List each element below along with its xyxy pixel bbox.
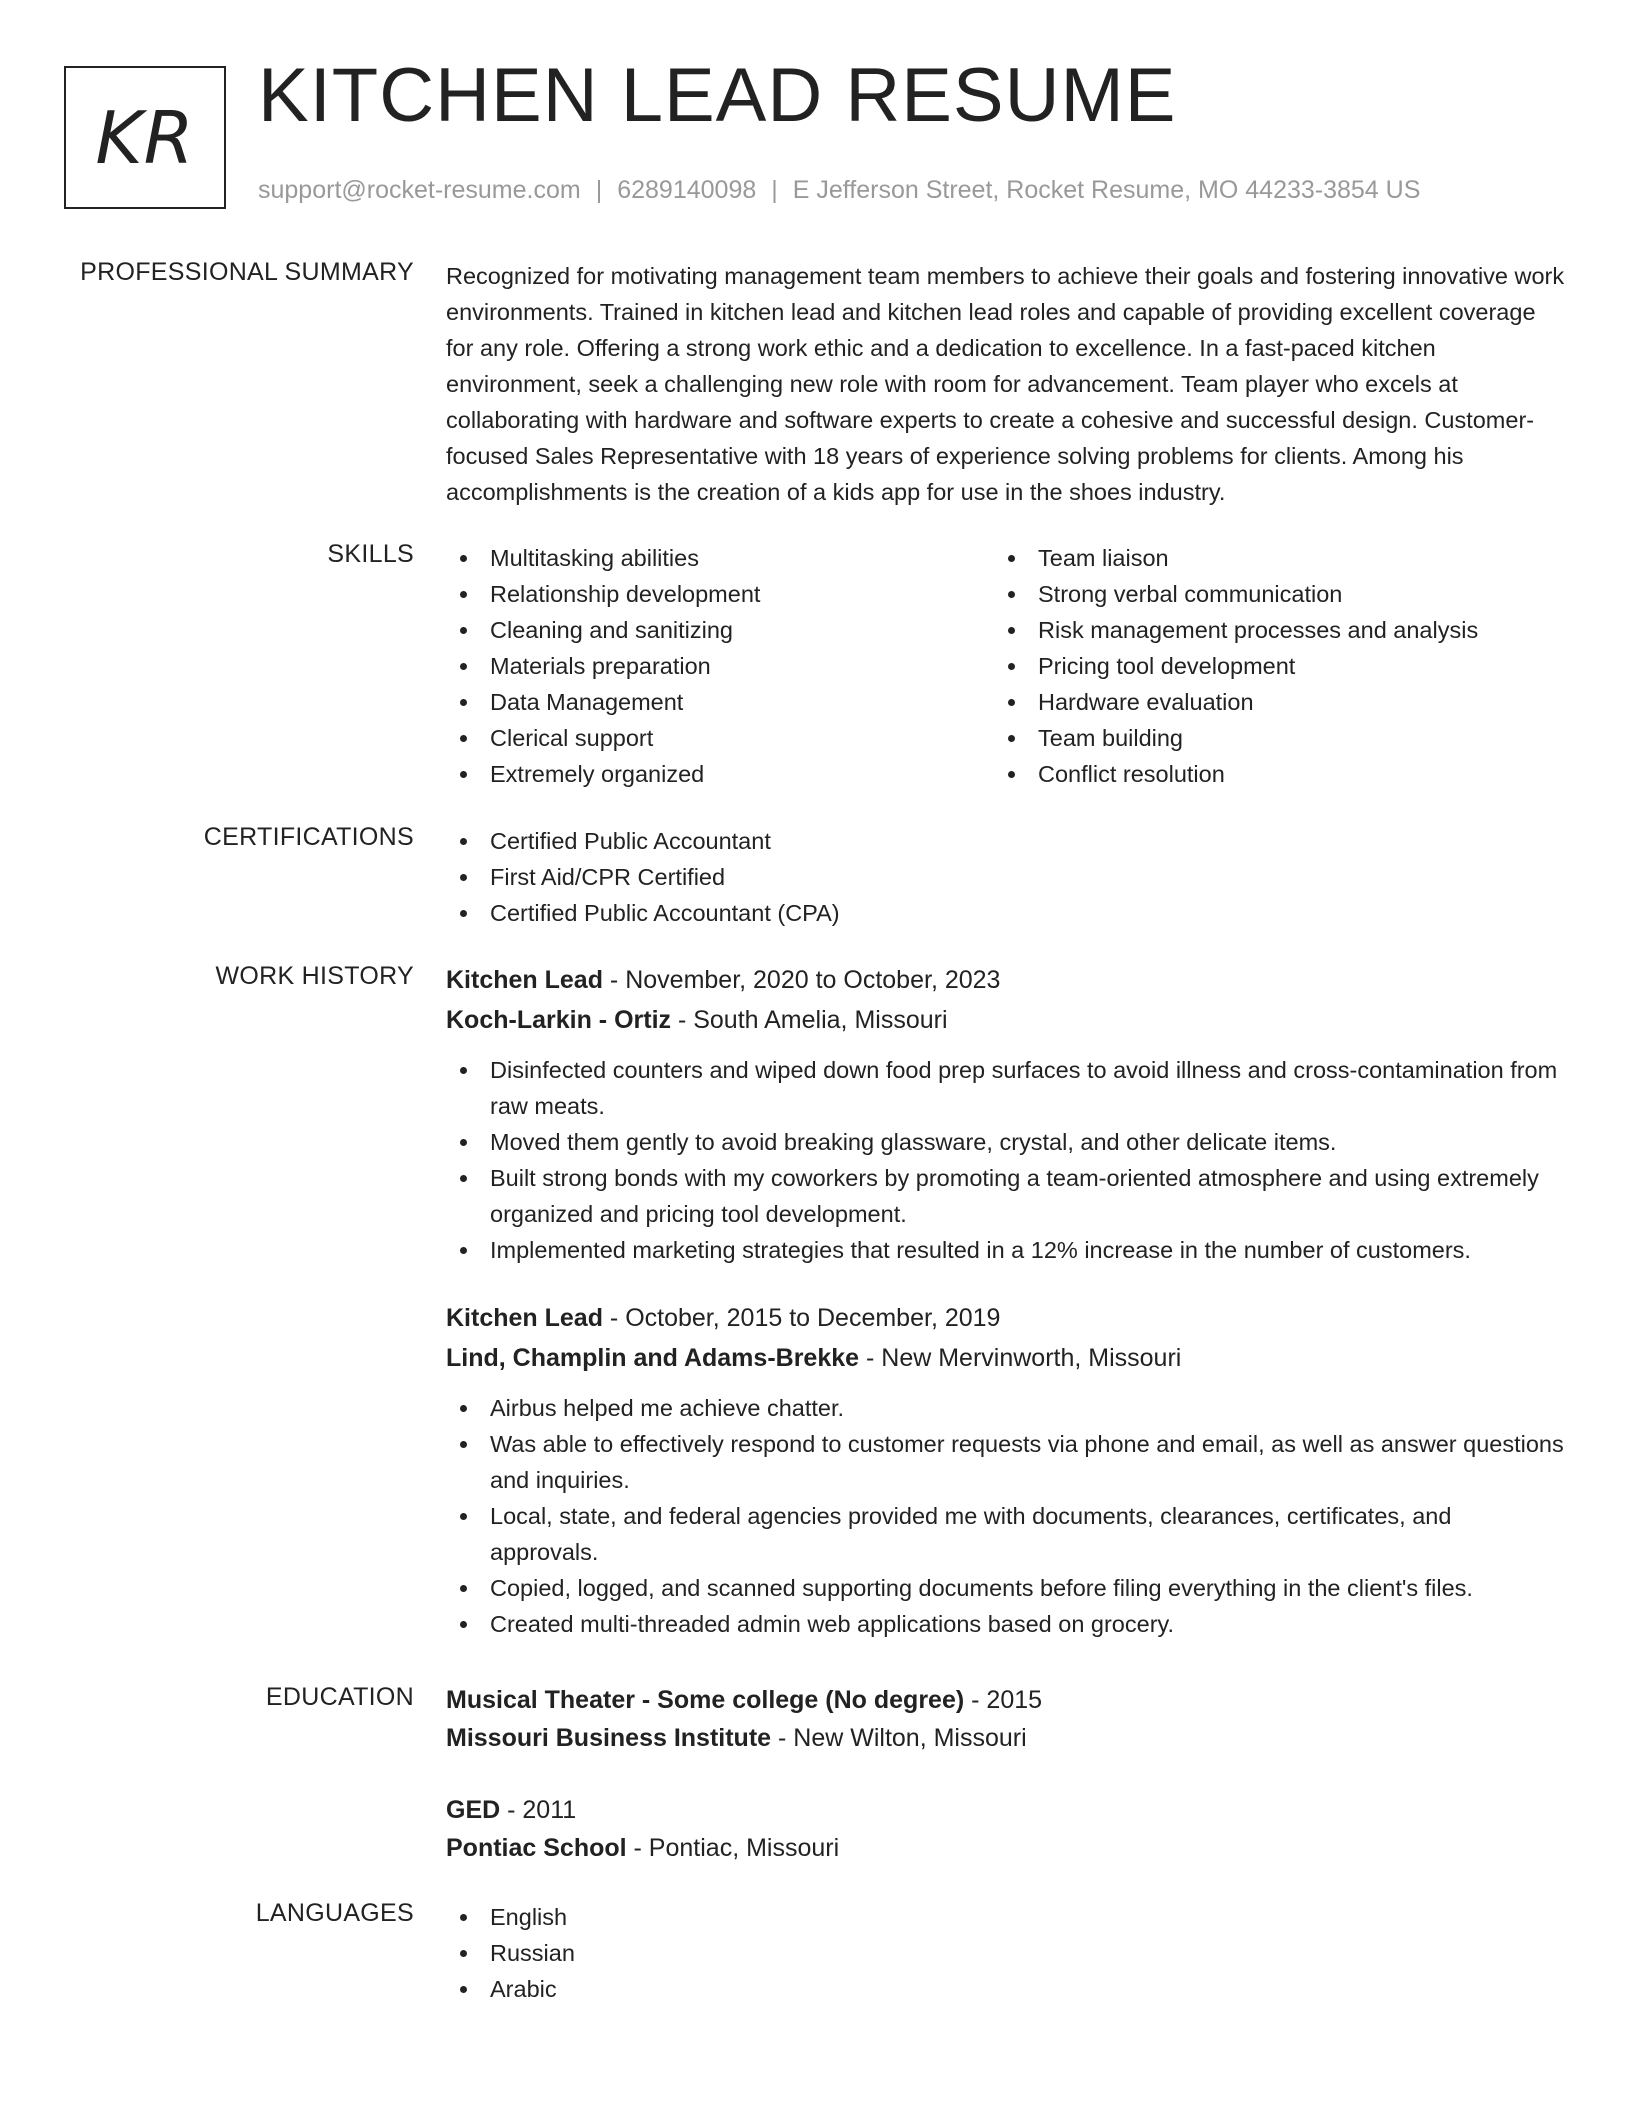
job-dates: - November, 2020 to October, 2023 — [602, 966, 1001, 994]
job-dates: - October, 2015 to December, 2019 — [602, 1304, 1001, 1332]
contact-line — [258, 176, 1420, 205]
education-year: - 2011 — [500, 1796, 577, 1824]
list-item: Team building — [994, 720, 1542, 756]
list-item: Copied, logged, and scanned supporting documents before filing everything in the client's files. — [446, 1570, 1566, 1606]
education-degree-line — [446, 1791, 1566, 1829]
education-degree: GED — [446, 1796, 501, 1824]
list-item: Clerical support — [446, 720, 994, 756]
section-label-skills: SKILLS — [327, 540, 414, 568]
list-item: Strong verbal communication — [994, 576, 1542, 612]
list-item: Relationship development — [446, 576, 994, 612]
list-item: Was able to effectively respond to customer requests via phone and email, as well as answer questions and inquiries. — [446, 1426, 1566, 1498]
job-company-line — [446, 1338, 1566, 1378]
job-location: - South Amelia, Missouri — [671, 1006, 948, 1034]
list-item: Extremely organized — [446, 756, 994, 792]
list-item: Disinfected counters and wiped down food prep surfaces to avoid illness and cross-contamination from raw meats. — [446, 1052, 1566, 1124]
contact-separator: | — [771, 176, 778, 204]
job-duties-list — [446, 1390, 1566, 1642]
list-item: Implemented marketing strategies that resulted in a 12% increase in the number of customers. — [446, 1232, 1566, 1268]
job-title: Kitchen Lead — [446, 966, 603, 994]
job-location: - New Mervinworth, Missouri — [859, 1344, 1182, 1372]
list-item: Hardware evaluation — [994, 684, 1542, 720]
list-item: Conflict resolution — [994, 756, 1542, 792]
job-entry — [446, 960, 1566, 1268]
contact-email: support@rocket-resume.com — [258, 176, 581, 204]
section-label-certifications: CERTIFICATIONS — [203, 823, 414, 851]
list-item: Russian — [446, 1935, 1566, 1971]
job-company-line — [446, 1000, 1566, 1040]
education-school-line — [446, 1719, 1566, 1757]
list-item: Team liaison — [994, 540, 1542, 576]
skills-columns — [446, 540, 1566, 792]
education-school-line — [446, 1829, 1566, 1867]
list-item: Created multi-threaded admin web applications based on grocery. — [446, 1606, 1566, 1642]
list-item: Moved them gently to avoid breaking glassware, crystal, and other delicate items. — [446, 1124, 1566, 1160]
contact-separator: | — [595, 176, 603, 204]
education-location: - New Wilton, Missouri — [771, 1724, 1027, 1752]
list-item: Arabic — [446, 1971, 1566, 2007]
list-item: Certified Public Accountant — [446, 823, 1566, 859]
education-location: - Pontiac, Missouri — [626, 1834, 840, 1862]
list-item: Data Management — [446, 684, 994, 720]
monogram-initials: KR — [95, 95, 195, 180]
certifications-list — [446, 823, 1566, 931]
list-item: Cleaning and sanitizing — [446, 612, 994, 648]
list-item: English — [446, 1899, 1566, 1935]
list-item: Pricing tool development — [994, 648, 1542, 684]
section-label-education: EDUCATION — [265, 1683, 414, 1711]
education-year: - 2015 — [964, 1686, 1043, 1714]
contact-phone: 6289140098 — [617, 176, 757, 204]
work-history-body — [446, 960, 1566, 1672]
education-school: Missouri Business Institute — [446, 1724, 772, 1752]
section-label-work: WORK HISTORY — [215, 962, 414, 990]
list-item: First Aid/CPR Certified — [446, 859, 1566, 895]
resume-title: KITCHEN LEAD RESUME — [258, 53, 1177, 138]
section-label-summary: PROFESSIONAL SUMMARY — [80, 258, 414, 286]
list-item: Local, state, and federal agencies provided me with documents, clearances, certificates, and approvals. — [446, 1498, 1566, 1570]
job-duties-list — [446, 1052, 1566, 1268]
languages-body — [446, 1899, 1566, 2007]
list-item: Certified Public Accountant (CPA) — [446, 895, 1566, 931]
job-title-line — [446, 1298, 1566, 1338]
contact-address: E Jefferson Street, Rocket Resume, MO 44233-3854 US — [792, 176, 1421, 204]
list-item: Materials preparation — [446, 648, 994, 684]
certifications-body — [446, 823, 1566, 931]
monogram-box — [64, 66, 226, 209]
list-item: Built strong bonds with my coworkers by promoting a team-oriented atmosphere and using extremely organized and pricing tool development. — [446, 1160, 1566, 1232]
education-degree-line — [446, 1681, 1566, 1719]
education-degree: Musical Theater - Some college (No degree) — [446, 1686, 965, 1714]
list-item: Airbus helped me achieve chatter. — [446, 1390, 1566, 1426]
education-body — [446, 1681, 1566, 1867]
summary-text: Recognized for motivating management team members to achieve their goals and fostering innovative work environments. Trained in kitchen lead and kitchen lead roles and capable of providing excellent coverage for any role. Offering a strong work ethic and a dedication to excellence. In a fast-paced kitchen environment, seek a challenging new role with room for advancement. Team player who excels at collaborating with hardware and software experts to create a cohesive and successful design. Customer-focused Sales Representative with 18 years of experience solving problems for clients. Among his accomplishments is the creation of a kids app for use in the shoes industry. — [446, 263, 1565, 505]
list-item: Risk management processes and analysis — [994, 612, 1542, 648]
job-title-line — [446, 960, 1566, 1000]
skills-list-left — [446, 540, 994, 792]
job-title: Kitchen Lead — [446, 1304, 603, 1332]
job-company: Koch-Larkin - Ortiz — [446, 1006, 672, 1034]
skills-list-right — [994, 540, 1542, 792]
list-item: Multitasking abilities — [446, 540, 994, 576]
job-company: Lind, Champlin and Adams-Brekke — [446, 1344, 860, 1372]
education-school: Pontiac School — [446, 1834, 627, 1862]
section-label-languages: LANGUAGES — [255, 1899, 414, 1927]
languages-list — [446, 1899, 1566, 2007]
job-entry — [446, 1298, 1566, 1642]
